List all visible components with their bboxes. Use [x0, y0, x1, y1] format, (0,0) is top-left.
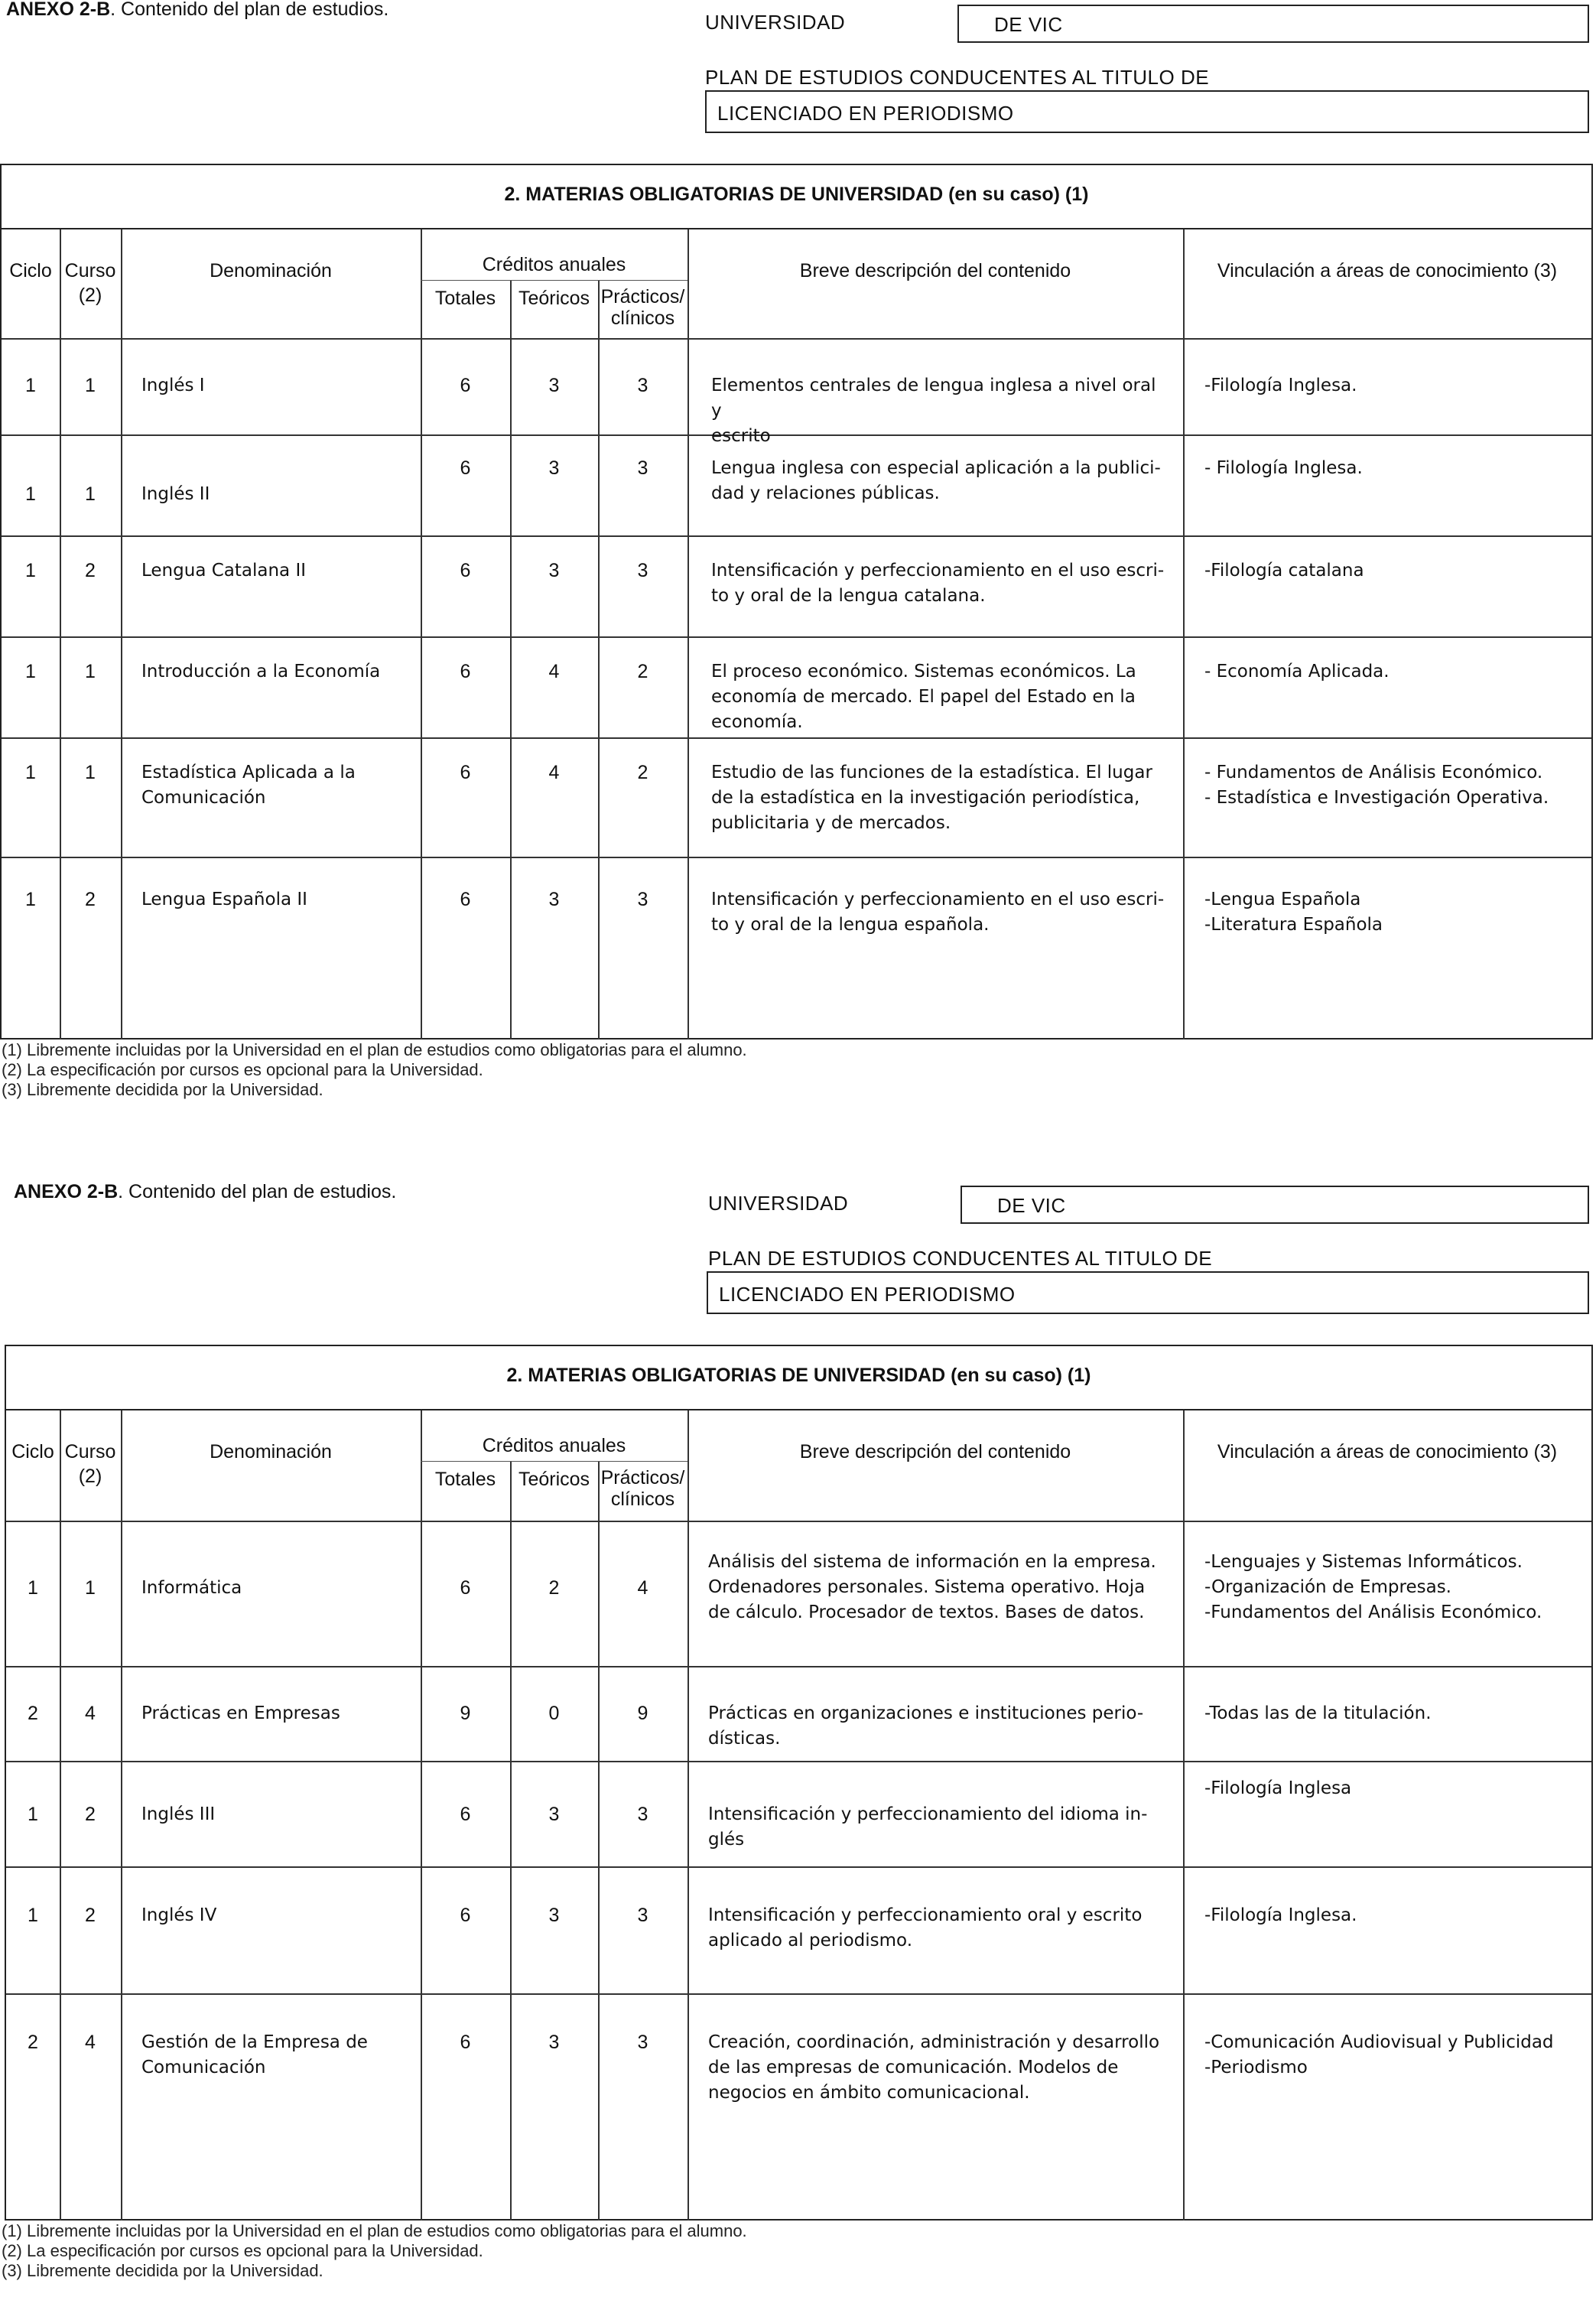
cell-descripcion: Elementos centrales de lengua inglesa a nivel oral y escrito: [711, 376, 1156, 446]
header-vinculacion: Vinculación a áreas de conocimiento (3): [1217, 260, 1558, 281]
cell-vinculacion: -Lengua Española -Literatura Española: [1204, 890, 1383, 935]
cell-curso: 2: [85, 1804, 96, 1825]
row-divider: [6, 1521, 1591, 1522]
materias-table: [5, 1345, 1593, 2221]
cell-ciclo: 1: [25, 762, 36, 783]
creditos-divider: [421, 1461, 687, 1462]
plan-label: PLAN DE ESTUDIOS CONDUCENTES AL TITULO DE: [708, 1247, 1213, 1270]
column-divider: [121, 1410, 122, 2221]
header-teoricos: Teóricos: [518, 288, 590, 309]
footnote: (3) Libremente decidida por la Universidad.: [2, 1080, 323, 1099]
row-divider: [6, 1666, 1591, 1667]
footnotes: [2, 2221, 747, 2281]
cell-totales: 6: [460, 457, 471, 479]
header-denominacion: Denominación: [210, 260, 332, 281]
cell-ciclo: 2: [28, 2032, 38, 2053]
column-divider: [510, 1461, 512, 2221]
cell-teoricos: 3: [548, 1905, 560, 1926]
cell-practicos: 4: [637, 1577, 648, 1599]
cell-totales: 6: [460, 1905, 471, 1926]
cell-teoricos: 0: [548, 1703, 560, 1724]
plan-value: LICENCIADO EN PERIODISMO: [707, 1271, 1589, 1314]
cell-vinculacion: -Todas las de la titulación.: [1204, 1703, 1432, 1723]
row-divider: [2, 338, 1591, 340]
header-teoricos: Teóricos: [518, 1469, 590, 1490]
cell-descripcion: Lengua inglesa con especial aplicación a la publici- dad y relaciones públicas.: [711, 458, 1161, 503]
cell-curso: 2: [85, 889, 96, 910]
cell-descripcion: Análisis del sistema de información en la empresa. Ordenadores personales. Sistema operativo. Hoja de cálculo. Procesador de textos. Bases de datos.: [708, 1552, 1156, 1622]
row-divider: [6, 1761, 1591, 1762]
cell-vinculacion: -Comunicación Audiovisual y Publicidad -Periodismo: [1204, 2032, 1554, 2077]
cell-teoricos: 2: [548, 1577, 560, 1599]
cell-curso: 2: [85, 1905, 96, 1926]
cell-denominacion: Inglés II: [141, 484, 210, 504]
cell-ciclo: 2: [28, 1703, 38, 1724]
cell-descripcion: Intensificación y perfeccionamiento oral y escrito aplicado al periodismo.: [708, 1905, 1143, 1950]
column-divider: [1183, 1410, 1185, 2221]
cell-denominacion: Estadística Aplicada a la Comunicación: [141, 763, 356, 808]
cell-denominacion: Inglés IV: [141, 1905, 217, 1925]
cell-curso: 1: [85, 661, 96, 682]
cell-ciclo: 1: [28, 1804, 38, 1825]
row-divider: [2, 535, 1591, 537]
creditos-divider: [421, 280, 687, 281]
cell-curso: 2: [85, 560, 96, 581]
cell-practicos: 3: [637, 1804, 648, 1825]
cell-teoricos: 3: [548, 560, 560, 581]
cell-denominacion: Inglés III: [141, 1804, 216, 1824]
cell-denominacion: Gestión de la Empresa de Comunicación: [141, 2032, 368, 2077]
cell-totales: 9: [460, 1703, 471, 1724]
row-divider: [2, 857, 1591, 858]
header-clinicos: clínicos: [610, 307, 675, 329]
cell-descripcion: Prácticas en organizaciones e instituciones perio- dísticas.: [708, 1703, 1144, 1749]
header-practicos: Prácticos/: [600, 286, 685, 307]
cell-ciclo: 1: [28, 1577, 38, 1599]
cell-vinculacion: -Filología Inglesa: [1204, 1778, 1352, 1798]
cell-teoricos: 4: [548, 762, 560, 783]
cell-descripcion: Estudio de las funciones de la estadística. El lugar de la estadística en la investigación periodística, publicitaria y de mercados.: [711, 763, 1152, 833]
cell-totales: 6: [460, 375, 471, 396]
cell-practicos: 3: [637, 889, 648, 910]
cell-vinculacion: -Filología Inglesa.: [1204, 376, 1357, 395]
cell-ciclo: 1: [25, 889, 36, 910]
column-divider: [687, 1410, 689, 2221]
universidad-value: DE VIC: [957, 5, 1589, 43]
cell-descripcion: Intensificación y perfeccionamiento en el uso escri- to y oral de la lengua catalana.: [711, 561, 1165, 606]
table-title: 2. MATERIAS OBLIGATORIAS DE UNIVERSIDAD (en su caso) (1): [6, 1346, 1591, 1410]
plan-value: LICENCIADO EN PERIODISMO: [705, 90, 1589, 133]
header-descripcion: Breve descripción del contenido: [799, 1441, 1071, 1462]
header-ciclo: Ciclo: [11, 1441, 54, 1462]
cell-descripcion: El proceso económico. Sistemas económicos. La economía de mercado. El papel del Estado en la economía.: [711, 662, 1136, 732]
column-divider: [421, 229, 422, 1039]
header-vinculacion: Vinculación a áreas de conocimiento (3): [1217, 1441, 1558, 1462]
footnote: (2) La especificación por cursos es opcional para la Universidad.: [2, 2241, 483, 2260]
cell-curso: 4: [85, 1703, 96, 1724]
column-divider: [598, 1461, 600, 2221]
cell-denominacion: Lengua Española II: [141, 890, 307, 909]
cell-teoricos: 3: [548, 1804, 560, 1825]
header-curso-note: (2): [78, 285, 102, 306]
column-divider: [1183, 229, 1185, 1039]
header-curso: Curso: [64, 260, 116, 281]
cell-practicos: 3: [637, 1905, 648, 1926]
cell-totales: 6: [460, 1577, 471, 1599]
cell-curso: 1: [85, 1577, 96, 1599]
footnote: (2) La especificación por cursos es opcional para la Universidad.: [2, 1060, 483, 1079]
cell-ciclo: 1: [25, 661, 36, 682]
cell-totales: 6: [460, 661, 471, 682]
cell-practicos: 3: [637, 457, 648, 479]
row-divider: [6, 1866, 1591, 1868]
header-curso-note: (2): [78, 1466, 102, 1487]
cell-practicos: 3: [637, 560, 648, 581]
cell-curso: 1: [85, 762, 96, 783]
header-totales: Totales: [434, 1469, 496, 1490]
cell-descripcion: Intensificación y perfeccionamiento en el uso escri- to y oral de la lengua española.: [711, 890, 1165, 935]
cell-denominacion: Prácticas en Empresas: [141, 1703, 340, 1723]
cell-teoricos: 3: [548, 457, 560, 479]
column-divider: [121, 229, 122, 1039]
cell-teoricos: 3: [548, 375, 560, 396]
footnote: (1) Libremente incluidas por la Universidad en el plan de estudios como obligatorias para el alumno.: [2, 1040, 747, 1059]
cell-curso: 1: [85, 483, 96, 505]
universidad-label: UNIVERSIDAD: [708, 1192, 849, 1215]
document-page-1: [0, 0, 1596, 1142]
cell-ciclo: 1: [28, 1905, 38, 1926]
cell-practicos: 2: [637, 661, 648, 682]
cell-descripcion: Intensificación y perfeccionamiento del idioma in- glés: [708, 1804, 1148, 1850]
header-ciclo: Ciclo: [9, 260, 52, 281]
footnotes: [2, 1040, 747, 1100]
universidad-value: DE VIC: [961, 1186, 1589, 1224]
cell-totales: 6: [460, 560, 471, 581]
footnote: (3) Libremente decidida por la Universidad.: [2, 2261, 323, 2280]
cell-totales: 6: [460, 1804, 471, 1825]
cell-practicos: 9: [637, 1703, 648, 1724]
cell-curso: 4: [85, 2032, 96, 2053]
column-divider: [60, 229, 61, 1039]
document-page-2: [0, 1181, 1596, 2323]
header-practicos: Prácticos/: [600, 1467, 685, 1488]
cell-denominacion: Inglés I: [141, 376, 205, 395]
cell-totales: 6: [460, 889, 471, 910]
cell-teoricos: 3: [548, 889, 560, 910]
cell-teoricos: 4: [548, 661, 560, 682]
footnote: (1) Libremente incluidas por la Universidad en el plan de estudios como obligatorias para el alumno.: [2, 2221, 747, 2240]
header-denominacion: Denominación: [210, 1441, 332, 1462]
annex-title: ANEXO 2-B. Contenido del plan de estudios.: [14, 1181, 397, 1202]
cell-ciclo: 1: [25, 560, 36, 581]
header-totales: Totales: [434, 288, 496, 309]
header-descripcion: Breve descripción del contenido: [799, 260, 1071, 281]
cell-descripcion: Creación, coordinación, administración y desarrollo de las empresas de comunicación. Modelos de negocios en ámbito comunicacional.: [708, 2032, 1160, 2103]
header-clinicos: clínicos: [610, 1488, 675, 1510]
column-divider: [687, 229, 689, 1039]
cell-vinculacion: -Lenguajes y Sistemas Informáticos. -Organización de Empresas. -Fundamentos del Análisis Económico.: [1204, 1552, 1542, 1622]
header-creditos: Créditos anuales: [482, 1435, 626, 1456]
materias-table: [0, 164, 1593, 1039]
cell-vinculacion: -Filología catalana: [1204, 561, 1364, 581]
plan-label: PLAN DE ESTUDIOS CONDUCENTES AL TITULO DE: [705, 66, 1210, 89]
cell-practicos: 3: [637, 2032, 648, 2053]
cell-curso: 1: [85, 375, 96, 396]
header-creditos: Créditos anuales: [482, 254, 626, 275]
cell-totales: 6: [460, 762, 471, 783]
cell-ciclo: 1: [25, 483, 36, 505]
cell-totales: 6: [460, 2032, 471, 2053]
row-divider: [2, 636, 1591, 638]
row-divider: [6, 1993, 1591, 1995]
cell-practicos: 2: [637, 762, 648, 783]
cell-denominacion: Lengua Catalana II: [141, 561, 307, 581]
universidad-label: UNIVERSIDAD: [705, 11, 846, 34]
cell-vinculacion: - Economía Aplicada.: [1204, 662, 1390, 682]
annex-title: ANEXO 2-B. Contenido del plan de estudios.: [6, 0, 389, 20]
cell-vinculacion: -Filología Inglesa.: [1204, 1905, 1357, 1925]
cell-ciclo: 1: [25, 375, 36, 396]
cell-denominacion: Introducción a la Economía: [141, 662, 381, 682]
cell-teoricos: 3: [548, 2032, 560, 2053]
cell-denominacion: Informática: [141, 1578, 242, 1598]
cell-vinculacion: - Fundamentos de Análisis Económico. - Estadística e Investigación Operativa.: [1204, 763, 1549, 808]
table-title: 2. MATERIAS OBLIGATORIAS DE UNIVERSIDAD (en su caso) (1): [2, 165, 1591, 229]
cell-practicos: 3: [637, 375, 648, 396]
cell-vinculacion: - Filología Inglesa.: [1204, 458, 1363, 478]
header-curso: Curso: [64, 1441, 116, 1462]
row-divider: [2, 737, 1591, 739]
